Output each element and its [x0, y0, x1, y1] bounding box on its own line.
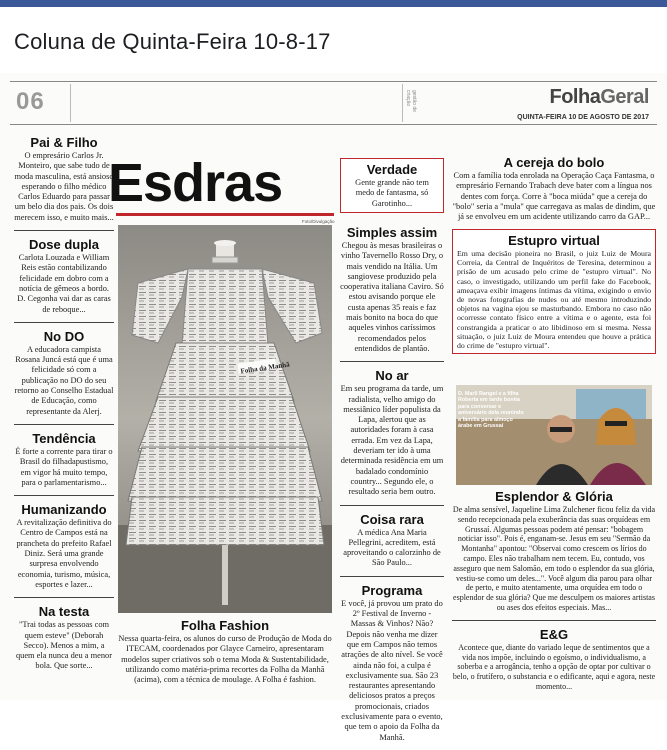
- page-number: 06: [16, 88, 45, 115]
- post-header: [0, 7, 667, 73]
- note-title: Humanizando: [21, 502, 107, 518]
- header-divider: [70, 84, 71, 122]
- right-top: [452, 155, 656, 222]
- vertical-tag: gestão de criação: [405, 90, 417, 112]
- right-bottom: [452, 489, 656, 699]
- note-body: De alma sensível, Jaqueline Lima Zulchener ficou feliz da vida sendo recepcionada pela exuberância das suas orquídeas em Grussaí. Algumas pessoas podem até pensar: "bobagem noticiar isso". Pois é, enganam-se. Jesus em seu "Sermão da Montanha" apontou: "Observai como crescem os lírios do campo. Eles não trabalham nem tecem. Eu, contudo, vos asseguro que nem Salomão, em todo o esplendor da sua glória, vestiu-se como um deles...". Você algum dia parou para olhar de perto, e muito atentamente, uma orquídea em todo o esplendor de sua glória? Que me desculpem os maiores artistas ou ases dos efeitos especiais. Mas...: [452, 505, 656, 612]
- masthead-folha: Folha: [549, 86, 601, 108]
- note-item: [452, 627, 656, 692]
- photo-credit: Foto/Divulgação: [302, 219, 335, 224]
- note-body: A médica Ana Maria Pellegrini, acreditem, está aproveitando o calorzinho de São Paulo...: [343, 527, 441, 568]
- note-item: [14, 329, 114, 417]
- note-body: "Trai todas as pessoas com quem esteve" (Deborah Secco). Menos a mim, a quem ela nunca deu a menor bola. Que sorte...: [15, 620, 113, 671]
- note-title: Programa: [361, 582, 423, 598]
- note-title: Verdade: [366, 162, 418, 177]
- note-body: O empresário Carlos Jr. Monteiro, que sabe tudo de moda masculina, está ansioso esperando o filho médico Carlos Eduardo para passar um belo dia dos pais. Os dois merecem isso, e muito mais...: [14, 151, 114, 222]
- note-title: Coisa rara: [360, 511, 424, 527]
- note-item: [340, 225, 444, 354]
- note-body: Em seu programa da tarde, um radialista, velho amigo do messiânico líder populista da Lapa, alertou que as autoridades foram à casa errada. Em vez da Lapa, deveriam ter ido à uma determinada residência em um badalado condomínio country... Segundo ele, o resultado seria bem outro.: [340, 384, 444, 497]
- note-item: [340, 368, 444, 497]
- note-item: [452, 489, 656, 613]
- column-name: Esdras: [108, 153, 283, 213]
- note-body: Acontece que, diante do variado leque de sentimentos que a vida nos impõe, incluindo o egoísmo, o individualismo, a soberba e a arrogância, tenho a opção de optar por cultivar o belo, o frutífero, o substancia e o edificante, aqui e agora, neste momento...: [452, 642, 656, 691]
- fashion-title: Folha Fashion: [180, 618, 270, 633]
- note-title: Dose dupla: [28, 237, 100, 253]
- note-title: Estupro virtual: [508, 233, 600, 248]
- note-item: [14, 237, 114, 315]
- title-rule: [116, 213, 334, 216]
- note-item: [14, 431, 114, 488]
- note-body: A revitalização definitiva do Centro de Campos está na prancheta do prefeito Rafael Diniz. Será uma grande surpresa envolvendo economia, turismo, música, esportes e lazer...: [16, 518, 112, 589]
- newspaper-page: [0, 73, 667, 742]
- left-column: [14, 135, 114, 679]
- note-title: E&G: [539, 626, 569, 642]
- note-body: E você, já provou um prato do 2º Festival de Inverno - Massas & Vinhos? Não? Depois não venha me dizer que em Campos não temos atrações de alto nível. Se você ainda não foi, a culpa é exclusivamente sua. São 23 restaurantes apresentando deliciosos pratos a preços promocionais, criados exclusivamente para o evento, que tem o apoio da Folha da Manhã.: [341, 598, 443, 742]
- masthead-date: QUINTA-FEIRA 10 DE AGOSTO DE 2017: [517, 114, 649, 121]
- note-item: [14, 502, 114, 590]
- note-body: É forte a corrente para tirar o Brasil do filhadapustismo, em vigor há muito tempo, para o parlamentarismo...: [15, 446, 113, 487]
- note-title: Na testa: [38, 604, 90, 620]
- masthead: [550, 86, 650, 109]
- family-photo-caption: D. Marli Rangel e a filha Roberta em tarde bonita para conversar e aniversário dela reunindo a família para almoço árabe em Grussaí: [458, 391, 524, 430]
- note-title: No DO: [43, 328, 85, 344]
- note-title: No ar: [375, 368, 409, 384]
- note-title: Tendência: [32, 430, 96, 446]
- dress-photo: [118, 225, 332, 613]
- note-body: Com a família toda enrolada na Operação Caça Fantasma, o empresário Fernando Trabach deve bater com a língua nos dentes com força. Corre à "boca miúda" que a cereja do "bolo" seria a "mula" que carregava as malas de dindim, que já se envolveu em um acidente utilizando carro da GAP...: [452, 171, 656, 222]
- app-top-bar: [0, 0, 667, 7]
- note-item: [340, 583, 444, 743]
- note-body: A educadora campista Rosana Juncá está que é uma felicidade só com a publicação no DO do seu retorno ao Conselho Estadual de Educação, como representante da Alerj.: [14, 344, 114, 416]
- middle-column: [340, 225, 444, 750]
- family-photo: [456, 385, 652, 485]
- note-title: Simples assim: [346, 225, 438, 240]
- note-title: A cereja do bolo: [503, 155, 605, 170]
- photo-tag-text: Folha da Manhã: [240, 360, 291, 376]
- fashion-body: Nessa quarta-feira, os alunos do curso de Produção de Moda do ITECAM, coordenados por Glayce Carneiro, apresentaram modelos super criativos sob o tema Moda & Sustentabilidade, utilizando como matéria-prima recortes da Folha da Manhã (acima), com a técnica de moulage. A Folha é fashion.: [118, 634, 332, 685]
- estupro-box: [452, 229, 656, 354]
- note-title: Pai & Filho: [30, 135, 98, 150]
- note-body: Carlota Louzada e William Reis estão contabilizando felicidade em dobro com a notícia de gêmeos a bordo. D. Cegonha vai dar as caras de reboque...: [17, 253, 111, 314]
- page-header: [10, 81, 657, 125]
- note-body: Gente grande não tem medo de fantasma, só Garotinho...: [355, 178, 429, 208]
- note-body: Em uma decisão pioneira no Brasil, o juiz Luiz de Moura Correia, da Central de Inquéritos de Teresina, determinou a prisão de um acusado pelo crime de "estupro virtual". No caso, o investigado, utilizando um perfil fake do Facebook, ameaçava exibir imagens íntimas da vítima, exigindo o envio de novas fotografias de nudes ou até mesmo introduzindo objetos na vagina ejou se masturbando. Embora no caso não ocorresse contato físico entre a vítima e o agente, esta foi constrangida a praticar o ato libidinoso em si mesma. Nessa situação, o juiz Luiz de Moura entendeu que houve a prática do crime de "estupro virtual".: [457, 249, 651, 351]
- post-title: Coluna de Quinta-Feira 10-8-17: [14, 29, 331, 54]
- note-body: Chegou às mesas brasileiras o vinho Tavernello Rosso Dry, o mais vendido na Itália. Um sangiovese produzido pela cooperativa italiana Caviro. Só estou avisando porque ele custa apenas 35 reais e faz mais bonito na boca do que aqueles vinhos caríssimos recomendados pelos entendidos de plantão.: [340, 241, 444, 353]
- note-item: [14, 135, 114, 223]
- note-item: [340, 512, 444, 569]
- header-divider: [402, 84, 403, 122]
- masthead-geral: Geral: [600, 86, 649, 108]
- verdade-box: [340, 158, 444, 213]
- note-item: [14, 604, 114, 671]
- fashion-section: [118, 618, 332, 685]
- newspaper-dress-illustration: [118, 225, 332, 613]
- note-title: Esplendor & Glória: [495, 489, 613, 504]
